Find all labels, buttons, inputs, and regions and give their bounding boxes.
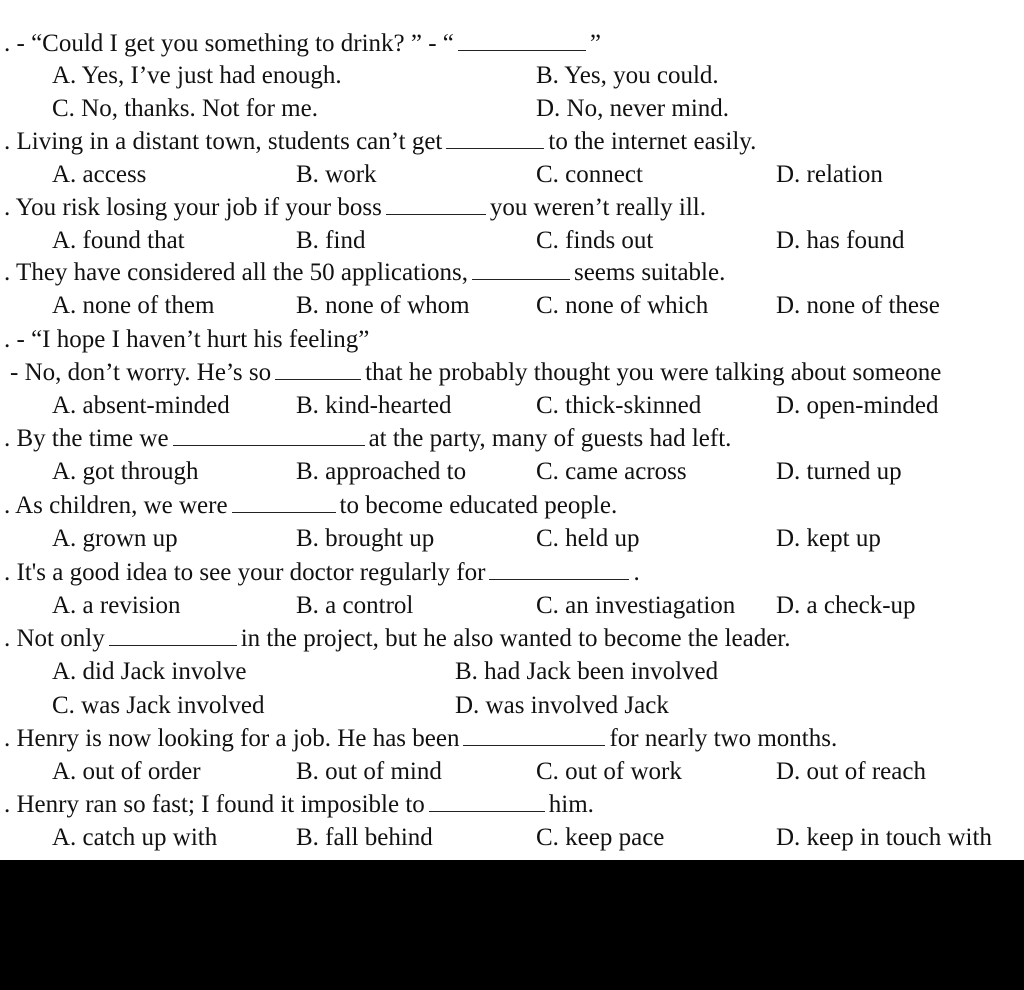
option-d[interactable]: D. relation (776, 161, 883, 188)
option-a[interactable]: A. out of order (52, 758, 201, 785)
option-a[interactable]: A. got through (52, 458, 199, 485)
question-7-stem (0, 489, 1024, 522)
option-c[interactable]: C. No, thanks. Not for me. (52, 95, 318, 122)
question-3-text: . You risk losing your job if your boss (4, 194, 382, 221)
question-2-text: . Living in a distant town, students can’t get (4, 128, 443, 155)
option-b[interactable]: B. approached to (296, 458, 467, 485)
answer-blank (472, 257, 570, 280)
answer-blank (386, 192, 486, 215)
option-a[interactable]: A. access (52, 161, 147, 188)
option-b[interactable]: B. a control (296, 592, 414, 619)
option-d[interactable]: D. No, never mind. (536, 95, 730, 122)
option-b[interactable]: B. brought up (296, 525, 435, 552)
option-a[interactable]: A. Yes, I’ve just had enough. (52, 62, 342, 89)
option-d[interactable]: D. none of these (776, 292, 940, 319)
option-d[interactable]: D. out of reach (776, 758, 926, 785)
question-10-options (0, 755, 1024, 788)
question-6-stem (0, 422, 1024, 455)
option-c[interactable]: C. thick-skinned (536, 392, 702, 419)
option-b[interactable]: B. none of whom (296, 292, 470, 319)
question-1-text-end: ” (589, 30, 602, 57)
option-c[interactable]: C. none of which (536, 292, 709, 319)
question-2-stem (0, 125, 1024, 158)
question-6-options (0, 455, 1024, 488)
question-6-text: . By the time we (4, 425, 169, 452)
question-4-stem (0, 256, 1024, 289)
option-d[interactable]: D. has found (776, 227, 905, 254)
question-1-options-row-1 (0, 59, 1024, 92)
question-5-reply-text: - No, don’t worry. He’s so (10, 359, 272, 386)
question-3-stem (0, 191, 1024, 224)
answer-blank (429, 789, 545, 812)
question-7-text: . As children, we were (4, 492, 228, 519)
option-d[interactable]: D. turned up (776, 458, 902, 485)
answer-blank (109, 623, 237, 646)
option-a[interactable]: A. absent-minded (52, 392, 230, 419)
question-8-stem (0, 556, 1024, 589)
question-9-text-end: in the project, but he also wanted to become the leader. (240, 625, 791, 652)
question-9-stem (0, 622, 1024, 655)
option-b[interactable]: B. Yes, you could. (536, 62, 719, 89)
answer-blank (463, 723, 605, 746)
question-4-text: . They have considered all the 50 applications, (4, 259, 468, 286)
question-5-stem (0, 323, 1024, 356)
option-a[interactable]: A. found that (52, 227, 185, 254)
question-8-text-end: . (633, 559, 640, 586)
question-7-text-end: to become educated people. (339, 492, 618, 519)
option-b[interactable]: B. work (296, 161, 377, 188)
option-c[interactable]: C. an investiagation (536, 592, 736, 619)
option-b[interactable]: B. had Jack been involved (455, 658, 719, 685)
question-4-options (0, 289, 1024, 322)
question-10-text: . Henry is now looking for a job. He has been (4, 725, 460, 752)
question-10-stem (0, 722, 1024, 755)
option-b[interactable]: B. fall behind (296, 824, 433, 851)
answer-blank (173, 423, 365, 446)
option-a[interactable]: A. none of them (52, 292, 215, 319)
question-2-options (0, 158, 1024, 191)
question-11-options (0, 821, 1024, 854)
black-letterbox (0, 860, 1024, 990)
answer-blank (446, 126, 544, 149)
option-a[interactable]: A. catch up with (52, 824, 218, 851)
option-b[interactable]: B. find (296, 227, 366, 254)
question-5-options (0, 389, 1024, 422)
question-11-stem (0, 788, 1024, 821)
option-d[interactable]: D. kept up (776, 525, 881, 552)
question-5-text: . - “I hope I haven’t hurt his feeling” (4, 326, 370, 353)
question-1-stem (0, 27, 1024, 60)
question-5-stem-reply (0, 356, 1024, 389)
option-d[interactable]: D. keep in touch with (776, 824, 992, 851)
option-c[interactable]: C. out of work (536, 758, 682, 785)
option-c[interactable]: C. came across (536, 458, 687, 485)
answer-blank (489, 557, 629, 580)
option-c[interactable]: C. was Jack involved (52, 692, 265, 719)
question-9-text: . Not only (4, 625, 105, 652)
question-8-options (0, 589, 1024, 622)
question-2-text-end: to the internet easily. (548, 128, 757, 155)
question-1-options-row-2 (0, 92, 1024, 125)
option-a[interactable]: A. did Jack involve (52, 658, 247, 685)
question-11-text: . Henry ran so fast; I found it imposible to (4, 791, 425, 818)
option-d[interactable]: D. open-minded (776, 392, 939, 419)
question-5-reply-text-end: that he probably thought you were talking about someone (365, 359, 942, 386)
question-1-text: . - “Could I get you something to drink? ” - “ (4, 30, 454, 57)
option-b[interactable]: B. out of mind (296, 758, 442, 785)
question-6-text-end: at the party, many of guests had left. (368, 425, 732, 452)
option-c[interactable]: C. connect (536, 161, 643, 188)
question-3-text-end: you weren’t really ill. (489, 194, 706, 221)
option-c[interactable]: C. held up (536, 525, 640, 552)
question-9-options-row-1 (0, 655, 1024, 688)
question-8-text: . It's a good idea to see your doctor regularly for (4, 559, 486, 586)
option-a[interactable]: A. grown up (52, 525, 178, 552)
question-11-text-end: him. (548, 791, 594, 818)
question-4-text-end: seems suitable. (573, 259, 726, 286)
question-10-text-end: for nearly two months. (609, 725, 838, 752)
option-d[interactable]: D. was involved Jack (455, 692, 669, 719)
question-3-options (0, 224, 1024, 257)
question-9-options-row-2 (0, 689, 1024, 722)
option-b[interactable]: B. kind-hearted (296, 392, 452, 419)
option-a[interactable]: A. a revision (52, 592, 181, 619)
option-d[interactable]: D. a check-up (776, 592, 916, 619)
answer-blank (275, 357, 361, 380)
answer-blank (232, 490, 336, 513)
option-c[interactable]: C. keep pace (536, 824, 665, 851)
answer-blank (458, 28, 586, 51)
question-7-options (0, 522, 1024, 555)
option-c[interactable]: C. finds out (536, 227, 654, 254)
